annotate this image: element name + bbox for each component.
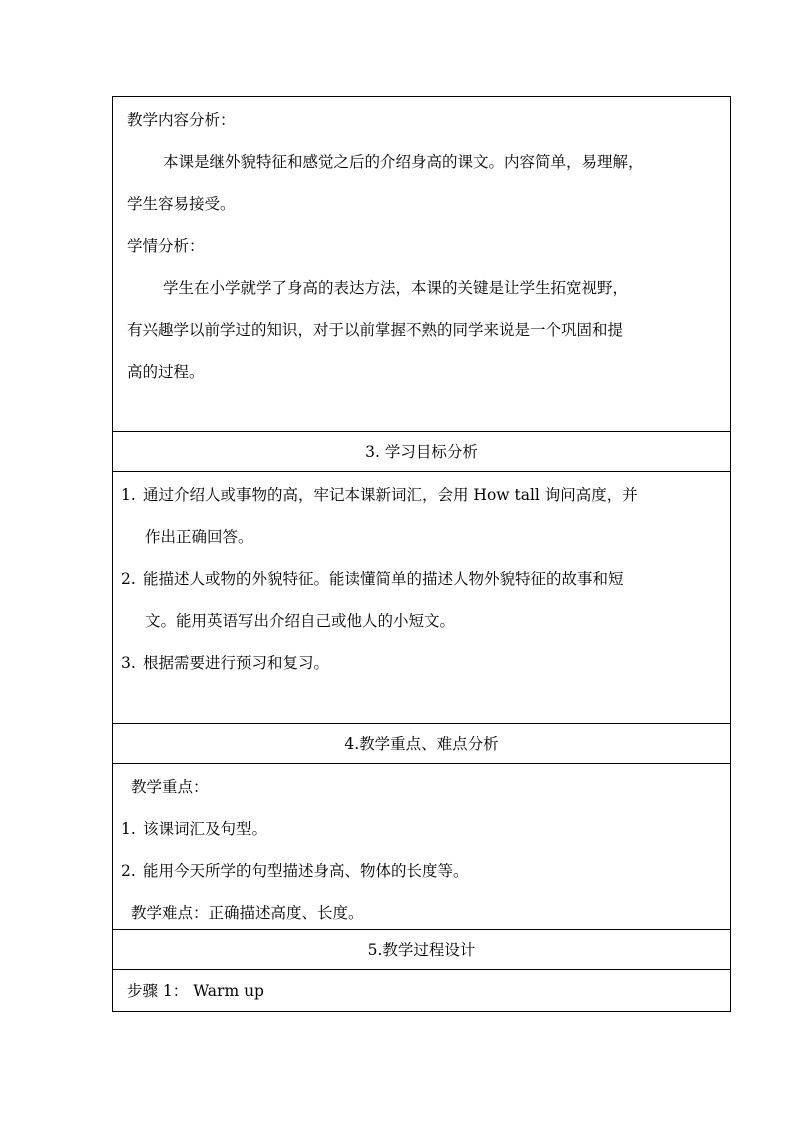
process-header: 5.教学过程设计 [113,929,730,969]
key-point-text: 能用今天所学的句型描述身高、物体的长度等。 [143,862,469,880]
objectives-cell [113,471,730,723]
lesson-plan-table [112,96,731,1012]
objective-text-cont: 作出正确回答。 [145,528,254,546]
student-analysis-line: 有兴趣学以前学过的知识，对于以前掌握不熟的同学来说是一个巩固和提 [127,321,624,339]
objective-text: 通过介绍人或事物的高，牢记本课新词汇，会用 How tall 询问高度，并 [143,486,638,504]
difficult-points: 教学难点：正确描述高度、长度。 [131,904,364,922]
step-1-label: 步骤 1： Warm up [127,982,264,1000]
objective-item [121,642,720,684]
objective-text: 根据需要进行预习和复习。 [143,654,330,672]
content-analysis-heading: 教学内容分析： [127,111,236,129]
objective-text-cont: 文。能用英语写出介绍自己或他人的小短文。 [145,612,456,630]
key-point-number: 1. [121,820,136,838]
key-point-text: 该课词汇及句型。 [143,820,268,838]
student-analysis-heading: 学情分析： [127,237,205,255]
content-analysis-line: 本课是继外貌特征和感觉之后的介绍身高的课文。内容简单，易理解， [163,153,644,171]
objective-number: 1. [121,486,136,504]
student-analysis-line: 高的过程。 [127,363,205,381]
objectives-header: 3. 学习目标分析 [113,431,730,471]
objective-number: 2. [121,570,136,588]
analysis-cell [113,97,730,431]
key-points-heading: 教学重点： [131,778,209,796]
key-points-header: 4.教学重点、难点分析 [113,723,730,763]
objective-item [121,558,720,600]
key-point-number: 2. [121,862,136,880]
content-analysis-line: 学生容易接受。 [127,195,236,213]
objective-text: 能描述人或物的外貌特征。能读懂简单的描述人物外貌特征的故事和短 [143,570,624,588]
key-point-item [121,808,720,850]
key-point-item [121,850,720,892]
key-points-cell [113,763,730,929]
process-cell [113,969,730,1011]
objective-item [121,474,720,516]
objective-number: 3. [121,654,136,672]
student-analysis-line: 学生在小学就学了身高的表达方法，本课的关键是让学生拓宽视野， [163,279,629,297]
